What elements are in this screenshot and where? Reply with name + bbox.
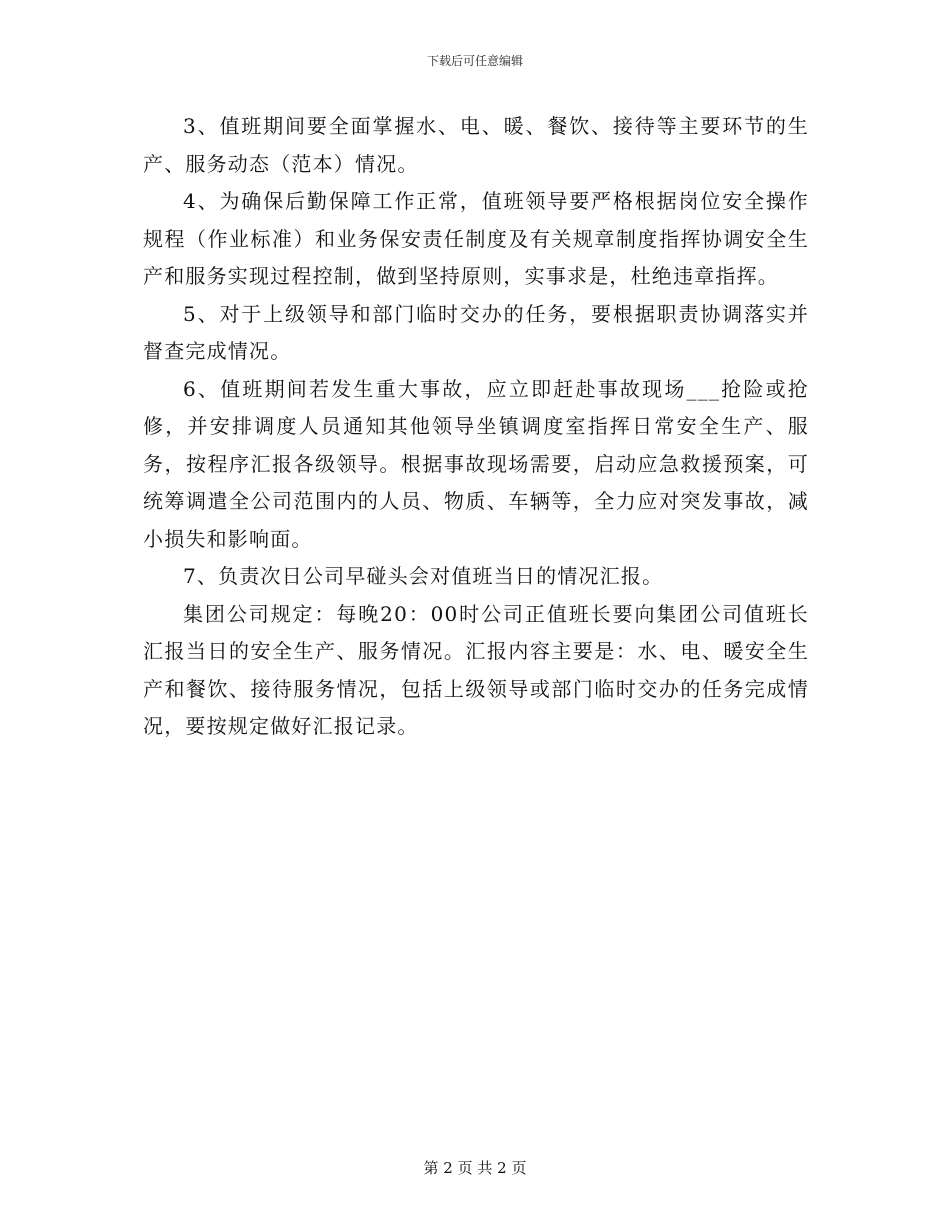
paragraph-item-4: 4、为确保后勤保障工作正常，值班领导要严格根据岗位安全操作规程（作业标准）和业务保安责任制度及有关规章制度指挥协调安全生产和服务实现过程控制，做到坚持原则，实事求是，杜绝违章指挥。 [143, 189, 809, 288]
page-header: 下载后可任意编辑 [426, 54, 523, 68]
paragraph-item-7: 7、负责次日公司早碰头会对值班当日的情况汇报。 [183, 564, 664, 588]
document-body [143, 108, 809, 746]
paragraph-item-6: 6、值班期间若发生重大事故，应立即赶赴事故现场___抢险或抢修，并安排调度人员通知其他领导坐镇调度室指挥日常安全生产、服务，按程序汇报各级领导。根据事故现场需要，启动应急救援预案，可统筹调遣全公司范围内的人员、物质、车辆等，全力应对突发事故，减小损失和影响面。 [143, 376, 809, 551]
paragraph-item-3: 3、值班期间要全面掌握水、电、暖、餐饮、接待等主要环节的生产、服务动态（范本）情况。 [143, 114, 809, 176]
paragraph-group-rule: 集团公司规定：每晚20：00时公司正值班长要向集团公司值班长汇报当日的安全生产、服务情况。汇报内容主要是：水、电、暖安全生产和餐饮、接待服务情况，包括上级领导或部门临时交办的任务完成情况，要按规定做好汇报记录。 [143, 601, 809, 738]
page-number-footer: 第 2 页 共 2 页 [423, 1159, 527, 1177]
paragraph-item-5: 5、对于上级领导和部门临时交办的任务，要根据职责协调落实并督查完成情况。 [143, 301, 809, 363]
